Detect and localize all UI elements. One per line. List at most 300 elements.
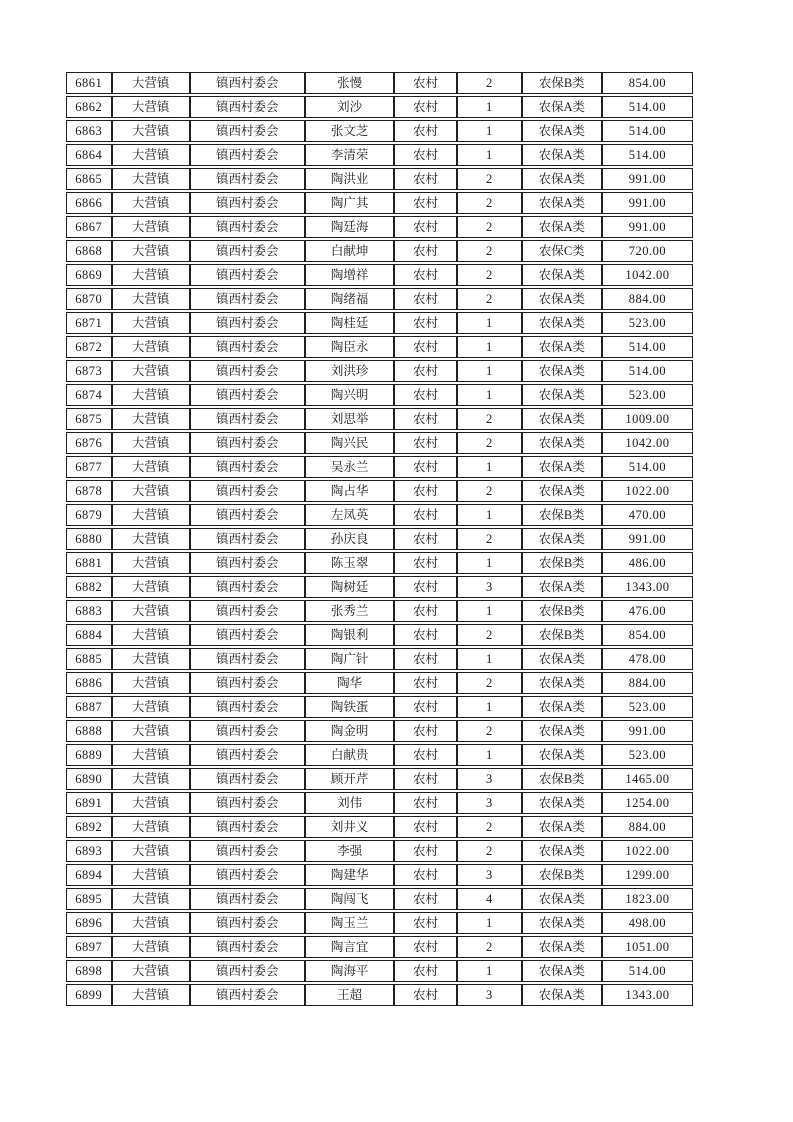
cell-person-count: 2 bbox=[457, 480, 522, 502]
cell-town: 大营镇 bbox=[112, 504, 190, 526]
cell-residence-type: 农村 bbox=[394, 576, 457, 598]
cell-amount: 514.00 bbox=[602, 360, 693, 382]
cell-village: 镇西村委会 bbox=[190, 720, 305, 742]
cell-insurance-category: 农保B类 bbox=[522, 72, 602, 94]
cell-amount: 854.00 bbox=[602, 624, 693, 646]
table-row bbox=[66, 168, 693, 190]
cell-village: 镇西村委会 bbox=[190, 768, 305, 790]
cell-town: 大营镇 bbox=[112, 456, 190, 478]
cell-serial: 6872 bbox=[66, 336, 112, 358]
cell-person-count: 1 bbox=[457, 912, 522, 934]
table-row bbox=[66, 336, 693, 358]
table-row bbox=[66, 96, 693, 118]
cell-amount: 884.00 bbox=[602, 672, 693, 694]
cell-village: 镇西村委会 bbox=[190, 480, 305, 502]
cell-village: 镇西村委会 bbox=[190, 360, 305, 382]
cell-town: 大营镇 bbox=[112, 288, 190, 310]
table-row bbox=[66, 216, 693, 238]
cell-village: 镇西村委会 bbox=[190, 792, 305, 814]
table-row bbox=[66, 888, 693, 910]
cell-town: 大营镇 bbox=[112, 936, 190, 958]
table-row bbox=[66, 264, 693, 286]
table-row bbox=[66, 624, 693, 646]
cell-amount: 1042.00 bbox=[602, 432, 693, 454]
cell-name: 白献坤 bbox=[305, 240, 394, 262]
cell-name: 陶绪福 bbox=[305, 288, 394, 310]
cell-village: 镇西村委会 bbox=[190, 288, 305, 310]
cell-insurance-category: 农保B类 bbox=[522, 624, 602, 646]
cell-name: 陶兴明 bbox=[305, 384, 394, 406]
cell-town: 大营镇 bbox=[112, 624, 190, 646]
table-row bbox=[66, 552, 693, 574]
cell-town: 大营镇 bbox=[112, 984, 190, 1006]
cell-residence-type: 农村 bbox=[394, 936, 457, 958]
cell-village: 镇西村委会 bbox=[190, 144, 305, 166]
cell-person-count: 3 bbox=[457, 864, 522, 886]
cell-person-count: 1 bbox=[457, 312, 522, 334]
cell-village: 镇西村委会 bbox=[190, 744, 305, 766]
cell-serial: 6890 bbox=[66, 768, 112, 790]
cell-serial: 6861 bbox=[66, 72, 112, 94]
cell-amount: 1299.00 bbox=[602, 864, 693, 886]
cell-amount: 1009.00 bbox=[602, 408, 693, 430]
table-row bbox=[66, 912, 693, 934]
cell-residence-type: 农村 bbox=[394, 360, 457, 382]
cell-person-count: 4 bbox=[457, 888, 522, 910]
cell-serial: 6893 bbox=[66, 840, 112, 862]
cell-residence-type: 农村 bbox=[394, 384, 457, 406]
cell-amount: 1343.00 bbox=[602, 576, 693, 598]
cell-amount: 991.00 bbox=[602, 216, 693, 238]
cell-town: 大营镇 bbox=[112, 720, 190, 742]
cell-serial: 6880 bbox=[66, 528, 112, 550]
table-row bbox=[66, 360, 693, 382]
cell-insurance-category: 农保A类 bbox=[522, 192, 602, 214]
cell-residence-type: 农村 bbox=[394, 456, 457, 478]
cell-insurance-category: 农保A类 bbox=[522, 672, 602, 694]
cell-person-count: 1 bbox=[457, 696, 522, 718]
cell-name: 陶闯飞 bbox=[305, 888, 394, 910]
cell-insurance-category: 农保A类 bbox=[522, 720, 602, 742]
cell-insurance-category: 农保A类 bbox=[522, 576, 602, 598]
cell-village: 镇西村委会 bbox=[190, 648, 305, 670]
cell-name: 左凤英 bbox=[305, 504, 394, 526]
records-table-body bbox=[66, 72, 693, 1006]
cell-town: 大营镇 bbox=[112, 120, 190, 142]
cell-serial: 6899 bbox=[66, 984, 112, 1006]
cell-residence-type: 农村 bbox=[394, 744, 457, 766]
cell-residence-type: 农村 bbox=[394, 720, 457, 742]
cell-amount: 1022.00 bbox=[602, 480, 693, 502]
cell-person-count: 3 bbox=[457, 792, 522, 814]
cell-town: 大营镇 bbox=[112, 96, 190, 118]
cell-name: 陶铁蛋 bbox=[305, 696, 394, 718]
cell-person-count: 2 bbox=[457, 240, 522, 262]
cell-town: 大营镇 bbox=[112, 168, 190, 190]
table-row bbox=[66, 72, 693, 94]
cell-name: 陶玉兰 bbox=[305, 912, 394, 934]
cell-insurance-category: 农保A类 bbox=[522, 144, 602, 166]
cell-serial: 6865 bbox=[66, 168, 112, 190]
cell-serial: 6889 bbox=[66, 744, 112, 766]
cell-residence-type: 农村 bbox=[394, 912, 457, 934]
cell-residence-type: 农村 bbox=[394, 144, 457, 166]
table-row bbox=[66, 288, 693, 310]
cell-insurance-category: 农保A类 bbox=[522, 816, 602, 838]
cell-village: 镇西村委会 bbox=[190, 888, 305, 910]
table-row bbox=[66, 864, 693, 886]
cell-person-count: 2 bbox=[457, 720, 522, 742]
cell-village: 镇西村委会 bbox=[190, 96, 305, 118]
cell-village: 镇西村委会 bbox=[190, 168, 305, 190]
cell-residence-type: 农村 bbox=[394, 216, 457, 238]
cell-serial: 6894 bbox=[66, 864, 112, 886]
cell-village: 镇西村委会 bbox=[190, 960, 305, 982]
cell-insurance-category: 农保A类 bbox=[522, 936, 602, 958]
cell-person-count: 2 bbox=[457, 816, 522, 838]
cell-name: 陶增祥 bbox=[305, 264, 394, 286]
cell-serial: 6874 bbox=[66, 384, 112, 406]
cell-serial: 6892 bbox=[66, 816, 112, 838]
cell-person-count: 2 bbox=[457, 168, 522, 190]
cell-name: 吴永兰 bbox=[305, 456, 394, 478]
cell-name: 陶海平 bbox=[305, 960, 394, 982]
table-row bbox=[66, 144, 693, 166]
cell-serial: 6879 bbox=[66, 504, 112, 526]
cell-amount: 1042.00 bbox=[602, 264, 693, 286]
cell-town: 大营镇 bbox=[112, 216, 190, 238]
cell-residence-type: 农村 bbox=[394, 840, 457, 862]
cell-insurance-category: 农保A类 bbox=[522, 168, 602, 190]
cell-town: 大营镇 bbox=[112, 480, 190, 502]
cell-serial: 6895 bbox=[66, 888, 112, 910]
cell-amount: 884.00 bbox=[602, 288, 693, 310]
cell-serial: 6887 bbox=[66, 696, 112, 718]
cell-amount: 514.00 bbox=[602, 96, 693, 118]
cell-person-count: 2 bbox=[457, 216, 522, 238]
cell-village: 镇西村委会 bbox=[190, 312, 305, 334]
cell-amount: 1823.00 bbox=[602, 888, 693, 910]
table-row bbox=[66, 936, 693, 958]
table-row bbox=[66, 744, 693, 766]
cell-town: 大营镇 bbox=[112, 816, 190, 838]
cell-residence-type: 农村 bbox=[394, 528, 457, 550]
cell-town: 大营镇 bbox=[112, 600, 190, 622]
cell-village: 镇西村委会 bbox=[190, 456, 305, 478]
cell-serial: 6898 bbox=[66, 960, 112, 982]
cell-amount: 523.00 bbox=[602, 744, 693, 766]
cell-village: 镇西村委会 bbox=[190, 864, 305, 886]
cell-person-count: 2 bbox=[457, 288, 522, 310]
table-row bbox=[66, 312, 693, 334]
cell-village: 镇西村委会 bbox=[190, 408, 305, 430]
cell-name: 陶洪业 bbox=[305, 168, 394, 190]
cell-insurance-category: 农保A类 bbox=[522, 744, 602, 766]
cell-serial: 6870 bbox=[66, 288, 112, 310]
cell-insurance-category: 农保B类 bbox=[522, 600, 602, 622]
cell-residence-type: 农村 bbox=[394, 312, 457, 334]
cell-insurance-category: 农保A类 bbox=[522, 912, 602, 934]
cell-town: 大营镇 bbox=[112, 960, 190, 982]
cell-village: 镇西村委会 bbox=[190, 552, 305, 574]
cell-residence-type: 农村 bbox=[394, 432, 457, 454]
cell-village: 镇西村委会 bbox=[190, 984, 305, 1006]
cell-insurance-category: 农保A类 bbox=[522, 888, 602, 910]
cell-town: 大营镇 bbox=[112, 264, 190, 286]
cell-name: 陶臣永 bbox=[305, 336, 394, 358]
cell-residence-type: 农村 bbox=[394, 624, 457, 646]
cell-serial: 6882 bbox=[66, 576, 112, 598]
cell-amount: 523.00 bbox=[602, 696, 693, 718]
cell-town: 大营镇 bbox=[112, 576, 190, 598]
cell-insurance-category: 农保B类 bbox=[522, 864, 602, 886]
cell-serial: 6869 bbox=[66, 264, 112, 286]
cell-residence-type: 农村 bbox=[394, 672, 457, 694]
cell-serial: 6875 bbox=[66, 408, 112, 430]
cell-insurance-category: 农保B类 bbox=[522, 552, 602, 574]
cell-residence-type: 农村 bbox=[394, 336, 457, 358]
cell-amount: 470.00 bbox=[602, 504, 693, 526]
cell-person-count: 2 bbox=[457, 672, 522, 694]
cell-amount: 478.00 bbox=[602, 648, 693, 670]
cell-name: 白献贵 bbox=[305, 744, 394, 766]
cell-town: 大营镇 bbox=[112, 840, 190, 862]
cell-town: 大营镇 bbox=[112, 432, 190, 454]
cell-person-count: 2 bbox=[457, 528, 522, 550]
cell-town: 大营镇 bbox=[112, 744, 190, 766]
cell-town: 大营镇 bbox=[112, 672, 190, 694]
records-table bbox=[66, 70, 693, 1008]
cell-residence-type: 农村 bbox=[394, 264, 457, 286]
cell-residence-type: 农村 bbox=[394, 192, 457, 214]
cell-amount: 991.00 bbox=[602, 720, 693, 742]
cell-person-count: 1 bbox=[457, 96, 522, 118]
cell-residence-type: 农村 bbox=[394, 120, 457, 142]
cell-town: 大营镇 bbox=[112, 696, 190, 718]
cell-person-count: 2 bbox=[457, 264, 522, 286]
cell-amount: 1254.00 bbox=[602, 792, 693, 814]
cell-serial: 6891 bbox=[66, 792, 112, 814]
cell-person-count: 2 bbox=[457, 624, 522, 646]
cell-village: 镇西村委会 bbox=[190, 912, 305, 934]
cell-insurance-category: 农保A类 bbox=[522, 360, 602, 382]
cell-village: 镇西村委会 bbox=[190, 432, 305, 454]
cell-name: 孙庆良 bbox=[305, 528, 394, 550]
cell-serial: 6871 bbox=[66, 312, 112, 334]
table-row bbox=[66, 504, 693, 526]
cell-name: 刘沙 bbox=[305, 96, 394, 118]
cell-name: 陶兴民 bbox=[305, 432, 394, 454]
cell-amount: 523.00 bbox=[602, 384, 693, 406]
cell-insurance-category: 农保A类 bbox=[522, 480, 602, 502]
cell-insurance-category: 农保A类 bbox=[522, 120, 602, 142]
cell-residence-type: 农村 bbox=[394, 888, 457, 910]
cell-residence-type: 农村 bbox=[394, 768, 457, 790]
cell-village: 镇西村委会 bbox=[190, 576, 305, 598]
cell-village: 镇西村委会 bbox=[190, 264, 305, 286]
table-row bbox=[66, 840, 693, 862]
cell-name: 陶言宜 bbox=[305, 936, 394, 958]
cell-name: 刘井义 bbox=[305, 816, 394, 838]
cell-residence-type: 农村 bbox=[394, 240, 457, 262]
cell-name: 陶金明 bbox=[305, 720, 394, 742]
cell-insurance-category: 农保A类 bbox=[522, 840, 602, 862]
cell-village: 镇西村委会 bbox=[190, 240, 305, 262]
cell-amount: 1022.00 bbox=[602, 840, 693, 862]
cell-town: 大营镇 bbox=[112, 192, 190, 214]
cell-insurance-category: 农保A类 bbox=[522, 216, 602, 238]
cell-serial: 6876 bbox=[66, 432, 112, 454]
cell-residence-type: 农村 bbox=[394, 600, 457, 622]
cell-serial: 6873 bbox=[66, 360, 112, 382]
cell-village: 镇西村委会 bbox=[190, 696, 305, 718]
cell-insurance-category: 农保A类 bbox=[522, 288, 602, 310]
cell-name: 李强 bbox=[305, 840, 394, 862]
cell-residence-type: 农村 bbox=[394, 960, 457, 982]
cell-insurance-category: 农保A类 bbox=[522, 960, 602, 982]
table-row bbox=[66, 384, 693, 406]
table-row bbox=[66, 456, 693, 478]
cell-amount: 1465.00 bbox=[602, 768, 693, 790]
cell-town: 大营镇 bbox=[112, 792, 190, 814]
cell-insurance-category: 农保A类 bbox=[522, 312, 602, 334]
cell-insurance-category: 农保B类 bbox=[522, 768, 602, 790]
cell-serial: 6866 bbox=[66, 192, 112, 214]
cell-name: 陶桂廷 bbox=[305, 312, 394, 334]
cell-residence-type: 农村 bbox=[394, 168, 457, 190]
cell-person-count: 2 bbox=[457, 192, 522, 214]
cell-village: 镇西村委会 bbox=[190, 336, 305, 358]
cell-person-count: 1 bbox=[457, 456, 522, 478]
cell-amount: 514.00 bbox=[602, 144, 693, 166]
cell-village: 镇西村委会 bbox=[190, 600, 305, 622]
cell-name: 陶廷海 bbox=[305, 216, 394, 238]
table-row bbox=[66, 432, 693, 454]
cell-residence-type: 农村 bbox=[394, 552, 457, 574]
table-row bbox=[66, 408, 693, 430]
cell-village: 镇西村委会 bbox=[190, 216, 305, 238]
cell-person-count: 3 bbox=[457, 984, 522, 1006]
cell-village: 镇西村委会 bbox=[190, 120, 305, 142]
cell-village: 镇西村委会 bbox=[190, 504, 305, 526]
cell-person-count: 2 bbox=[457, 72, 522, 94]
cell-amount: 1343.00 bbox=[602, 984, 693, 1006]
cell-town: 大营镇 bbox=[112, 360, 190, 382]
cell-residence-type: 农村 bbox=[394, 648, 457, 670]
cell-name: 陶广针 bbox=[305, 648, 394, 670]
cell-name: 陶建华 bbox=[305, 864, 394, 886]
cell-insurance-category: 农保A类 bbox=[522, 456, 602, 478]
cell-amount: 523.00 bbox=[602, 312, 693, 334]
cell-insurance-category: 农保A类 bbox=[522, 984, 602, 1006]
cell-amount: 486.00 bbox=[602, 552, 693, 574]
cell-village: 镇西村委会 bbox=[190, 672, 305, 694]
cell-village: 镇西村委会 bbox=[190, 384, 305, 406]
cell-serial: 6897 bbox=[66, 936, 112, 958]
cell-serial: 6868 bbox=[66, 240, 112, 262]
cell-name: 刘伟 bbox=[305, 792, 394, 814]
cell-town: 大营镇 bbox=[112, 528, 190, 550]
cell-name: 顾开芹 bbox=[305, 768, 394, 790]
cell-village: 镇西村委会 bbox=[190, 72, 305, 94]
table-row bbox=[66, 672, 693, 694]
table-row bbox=[66, 792, 693, 814]
table-row bbox=[66, 648, 693, 670]
cell-serial: 6878 bbox=[66, 480, 112, 502]
cell-residence-type: 农村 bbox=[394, 696, 457, 718]
cell-amount: 1051.00 bbox=[602, 936, 693, 958]
cell-insurance-category: 农保A类 bbox=[522, 792, 602, 814]
cell-residence-type: 农村 bbox=[394, 864, 457, 886]
cell-amount: 884.00 bbox=[602, 816, 693, 838]
cell-person-count: 1 bbox=[457, 744, 522, 766]
cell-serial: 6886 bbox=[66, 672, 112, 694]
cell-person-count: 1 bbox=[457, 360, 522, 382]
cell-serial: 6863 bbox=[66, 120, 112, 142]
cell-town: 大营镇 bbox=[112, 648, 190, 670]
cell-person-count: 1 bbox=[457, 960, 522, 982]
cell-amount: 514.00 bbox=[602, 456, 693, 478]
cell-insurance-category: 农保A类 bbox=[522, 384, 602, 406]
cell-village: 镇西村委会 bbox=[190, 624, 305, 646]
cell-amount: 854.00 bbox=[602, 72, 693, 94]
table-row bbox=[66, 576, 693, 598]
cell-insurance-category: 农保A类 bbox=[522, 336, 602, 358]
table-row bbox=[66, 528, 693, 550]
cell-name: 张文芝 bbox=[305, 120, 394, 142]
cell-person-count: 1 bbox=[457, 600, 522, 622]
cell-name: 李清荣 bbox=[305, 144, 394, 166]
cell-serial: 6885 bbox=[66, 648, 112, 670]
cell-name: 陶占华 bbox=[305, 480, 394, 502]
table-row bbox=[66, 696, 693, 718]
cell-insurance-category: 农保A类 bbox=[522, 432, 602, 454]
cell-residence-type: 农村 bbox=[394, 72, 457, 94]
cell-serial: 6862 bbox=[66, 96, 112, 118]
cell-amount: 514.00 bbox=[602, 960, 693, 982]
cell-town: 大营镇 bbox=[112, 864, 190, 886]
cell-person-count: 1 bbox=[457, 384, 522, 406]
cell-person-count: 1 bbox=[457, 552, 522, 574]
cell-residence-type: 农村 bbox=[394, 96, 457, 118]
cell-town: 大营镇 bbox=[112, 72, 190, 94]
cell-name: 陶华 bbox=[305, 672, 394, 694]
table-row bbox=[66, 120, 693, 142]
cell-residence-type: 农村 bbox=[394, 984, 457, 1006]
cell-serial: 6881 bbox=[66, 552, 112, 574]
cell-town: 大营镇 bbox=[112, 240, 190, 262]
table-row bbox=[66, 768, 693, 790]
cell-person-count: 2 bbox=[457, 432, 522, 454]
cell-person-count: 2 bbox=[457, 936, 522, 958]
cell-name: 陈玉翠 bbox=[305, 552, 394, 574]
cell-insurance-category: 农保A类 bbox=[522, 96, 602, 118]
table-row bbox=[66, 192, 693, 214]
table-row bbox=[66, 600, 693, 622]
cell-residence-type: 农村 bbox=[394, 816, 457, 838]
cell-person-count: 1 bbox=[457, 336, 522, 358]
table-row bbox=[66, 960, 693, 982]
cell-person-count: 1 bbox=[457, 144, 522, 166]
cell-name: 陶银利 bbox=[305, 624, 394, 646]
cell-serial: 6896 bbox=[66, 912, 112, 934]
cell-residence-type: 农村 bbox=[394, 480, 457, 502]
cell-serial: 6888 bbox=[66, 720, 112, 742]
table-row bbox=[66, 240, 693, 262]
cell-village: 镇西村委会 bbox=[190, 816, 305, 838]
cell-serial: 6864 bbox=[66, 144, 112, 166]
cell-town: 大营镇 bbox=[112, 888, 190, 910]
